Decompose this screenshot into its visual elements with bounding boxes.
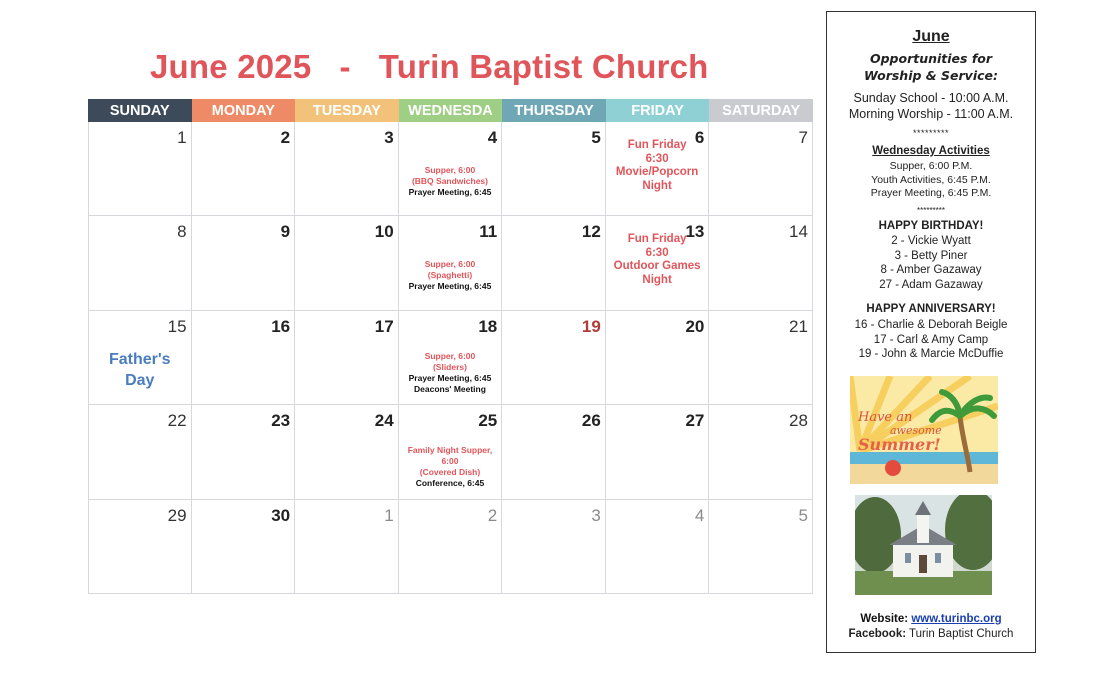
day-number: 13 xyxy=(685,222,705,242)
event-line: Supper, 6:00 xyxy=(424,350,476,361)
anniversary-item: 19 - John & Marcie McDuffie xyxy=(858,348,1004,360)
day-cell xyxy=(606,122,710,216)
weekday-thursday: THURSDAY xyxy=(502,99,606,122)
day-number: 24 xyxy=(374,411,394,431)
day-number: 12 xyxy=(581,222,601,242)
day-cell xyxy=(88,405,192,499)
event-line: Supper, 6:00 xyxy=(424,259,476,270)
facebook-label: Facebook: xyxy=(848,628,907,640)
wednesday-item: Prayer Meeting, 6:45 P.M. xyxy=(870,187,992,199)
day-cell xyxy=(295,216,399,310)
birthday-list xyxy=(827,234,1035,292)
day-cell xyxy=(709,405,813,499)
event-line: Prayer Meeting, 6:45 xyxy=(408,187,492,197)
event-line: Prayer Meeting, 6:45 xyxy=(408,281,492,292)
website-label: Website: xyxy=(860,613,909,625)
day-number: 30 xyxy=(271,505,291,525)
day-cell xyxy=(88,122,192,216)
weekday-saturday: SATURDAY xyxy=(709,99,813,122)
fun-friday-note xyxy=(606,233,709,287)
church-photo xyxy=(855,495,992,595)
weekday-friday: FRIDAY xyxy=(606,99,710,122)
fun-line: Night xyxy=(642,179,672,192)
day-cell xyxy=(192,122,296,216)
day-number: 19 xyxy=(581,316,601,336)
day-cell xyxy=(295,405,399,499)
day-cell xyxy=(502,405,606,499)
day-cell xyxy=(192,500,296,594)
weekday-monday: MONDAY xyxy=(192,99,296,122)
day-cell xyxy=(192,405,296,499)
day-number: 21 xyxy=(789,316,808,336)
day-cell xyxy=(502,500,606,594)
day-cell xyxy=(709,311,813,405)
fun-line: Fun Friday xyxy=(627,233,687,246)
website-line xyxy=(827,613,1035,625)
day-number: 1 xyxy=(177,128,187,147)
day-number: 10 xyxy=(374,222,394,242)
wednesday-heading: Wednesday Activities xyxy=(872,145,990,157)
summer-text: Summer! xyxy=(858,435,941,454)
day-cell xyxy=(88,216,192,310)
holiday-label xyxy=(89,349,191,391)
day-cell xyxy=(502,311,606,405)
day-cell xyxy=(399,216,503,310)
day-number: 16 xyxy=(271,316,291,336)
birthday-item: 3 - Betty Piner xyxy=(894,249,968,262)
event-line: (BBQ Sandwiches) xyxy=(411,176,488,186)
anniversary-item: 17 - Carl & Amy Camp xyxy=(873,333,989,346)
day-number: 27 xyxy=(685,411,705,431)
weekday-header xyxy=(88,99,813,122)
divider-stars: ********* xyxy=(912,128,950,138)
event-line: 6:00 xyxy=(441,456,459,467)
day-number: 5 xyxy=(798,505,808,525)
opportunities-heading xyxy=(827,50,1035,84)
sidebar-panel xyxy=(826,11,1036,653)
wednesday-item: Supper, 6:00 P.M. xyxy=(889,160,973,172)
day-cell xyxy=(709,122,813,216)
website-link[interactable]: www.turinbc.org xyxy=(911,613,1002,625)
wednesday-list xyxy=(827,160,1035,201)
weekday-wednesda: WEDNESDA xyxy=(399,99,503,122)
day-number: 29 xyxy=(167,505,187,525)
opportunities-line: Opportunities for xyxy=(869,51,993,66)
event-line: (Sliders) xyxy=(432,361,467,372)
day-number: 11 xyxy=(479,222,498,242)
fun-line: Outdoor Games xyxy=(613,260,701,273)
divider-stars: ********* xyxy=(916,206,946,215)
opportunities-line: Worship & Service: xyxy=(864,68,998,83)
day-cell xyxy=(709,216,813,310)
calendar xyxy=(88,99,813,594)
day-cell xyxy=(606,311,710,405)
event-note xyxy=(399,259,502,292)
anniversary-item: 16 - Charlie & Deborah Beigle xyxy=(854,319,1008,331)
calendar-title: June 2025 - Turin Baptist Church xyxy=(150,48,709,85)
birthday-item: 27 - Adam Gazaway xyxy=(879,278,983,291)
day-cell xyxy=(295,500,399,594)
day-cell xyxy=(192,216,296,310)
day-cell xyxy=(606,405,710,499)
day-cell xyxy=(399,500,503,594)
sunday-school-time: Sunday School - 10:00 A.M. xyxy=(853,91,1009,105)
event-note xyxy=(399,351,502,395)
sidebar-month: June xyxy=(912,28,950,45)
event-line: Family Night Supper, xyxy=(407,445,493,456)
birthday-item: 8 - Amber Gazaway xyxy=(880,264,982,276)
event-line: Prayer Meeting, 6:45 xyxy=(408,372,492,383)
day-number: 20 xyxy=(685,316,705,336)
day-cell xyxy=(606,500,710,594)
event-note xyxy=(399,165,502,198)
weekday-tuesday: TUESDAY xyxy=(295,99,399,122)
day-cell xyxy=(192,311,296,405)
day-number: 5 xyxy=(591,128,601,147)
event-line: (Spaghetti) xyxy=(427,270,473,281)
day-number: 15 xyxy=(167,316,187,336)
day-number: 9 xyxy=(280,222,291,242)
wednesday-item: Youth Activities, 6:45 P.M. xyxy=(871,173,991,186)
day-number: 3 xyxy=(591,505,601,525)
day-cell xyxy=(399,311,503,405)
event-line: Conference, 6:45 xyxy=(415,478,485,489)
calendar-grid xyxy=(88,122,813,594)
summer-text: awesome xyxy=(890,424,942,437)
day-cell xyxy=(606,216,710,310)
day-cell xyxy=(502,122,606,216)
day-cell xyxy=(709,500,813,594)
day-number: 4 xyxy=(694,505,705,525)
event-line: Deacons' Meeting xyxy=(414,383,486,394)
day-number: 22 xyxy=(167,411,187,431)
holiday-line: Father's xyxy=(108,350,171,368)
birthday-item: 2 - Vickie Wyatt xyxy=(891,235,971,247)
service-times xyxy=(827,91,1035,122)
day-number: 28 xyxy=(789,411,808,431)
day-cell xyxy=(88,500,192,594)
day-number: 1 xyxy=(384,505,394,525)
day-cell xyxy=(295,122,399,216)
fun-line: Movie/Popcorn xyxy=(615,166,699,178)
weekday-sunday: SUNDAY xyxy=(88,99,192,122)
birthday-heading: HAPPY BIRTHDAY! xyxy=(878,220,984,232)
anniversary-list xyxy=(827,318,1035,362)
day-number: 14 xyxy=(789,222,808,242)
summer-image xyxy=(850,376,998,484)
day-number: 2 xyxy=(280,128,291,147)
day-number: 4 xyxy=(487,128,498,147)
summer-text: Have an xyxy=(858,410,913,425)
day-cell xyxy=(399,405,503,499)
fun-line: Fun Friday xyxy=(627,139,687,151)
holiday-line: Day xyxy=(125,371,155,389)
facebook-name[interactable]: Turin Baptist Church xyxy=(909,628,1014,640)
day-number: 17 xyxy=(374,316,394,336)
day-cell xyxy=(88,311,192,405)
day-number: 2 xyxy=(487,505,498,525)
day-cell xyxy=(399,122,503,216)
event-line: Supper, 6:00 xyxy=(424,165,476,175)
fun-line: 6:30 xyxy=(645,246,669,259)
day-number: 23 xyxy=(271,411,291,431)
day-number: 8 xyxy=(177,222,187,242)
fun-line: 6:30 xyxy=(645,152,669,165)
day-number: 18 xyxy=(478,316,498,336)
anniversary-heading: HAPPY ANNIVERSARY! xyxy=(866,303,996,315)
fun-friday-note xyxy=(606,139,709,193)
fun-line: Night xyxy=(642,273,672,286)
day-number: 7 xyxy=(798,128,808,147)
day-number: 3 xyxy=(384,128,394,147)
day-number: 6 xyxy=(694,128,705,147)
event-line: (Covered Dish) xyxy=(419,467,481,478)
event-note xyxy=(399,445,502,489)
facebook-line xyxy=(827,628,1035,640)
day-number: 26 xyxy=(581,411,601,431)
day-cell xyxy=(502,216,606,310)
morning-worship-time: Morning Worship - 11:00 A.M. xyxy=(848,106,1014,121)
day-cell xyxy=(295,311,399,405)
day-number: 25 xyxy=(478,411,498,431)
